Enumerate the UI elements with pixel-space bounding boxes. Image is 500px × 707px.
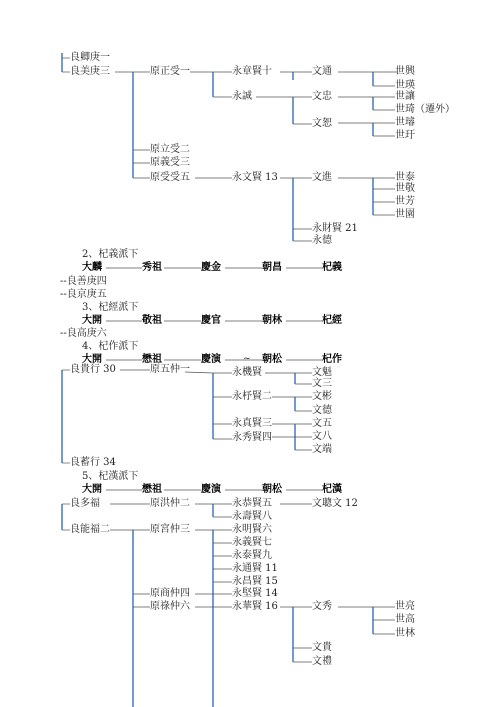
person-name: 文三 [312, 378, 332, 389]
lineage-name: 朝林 [262, 315, 282, 326]
person-name: 永機賢 [232, 367, 262, 378]
lineage-name: 敬祖 [142, 315, 162, 326]
person-name: 世敬 [395, 183, 415, 194]
person-name: 世讓 [395, 91, 415, 102]
person-name: 良多福 [70, 498, 100, 509]
lineage-name: 朝昌 [262, 262, 282, 273]
person-name: 永文賢 13 [232, 172, 278, 183]
lineage-name: 杞作 [322, 354, 342, 365]
lineage-name: 杞經 [322, 315, 342, 326]
person-name: 世琦（遷外） [395, 104, 455, 115]
lineage-name: 杞漢 [322, 484, 342, 495]
person-name: 永財賢 21 [312, 223, 358, 234]
person-name: 原宮仲三 [150, 524, 190, 535]
lineage-name: 大開 [82, 315, 102, 326]
person-name: --良善庚四 [60, 276, 107, 287]
person-name: 文彬 [312, 391, 332, 402]
lineage-name: 慶演 [201, 354, 221, 365]
person-name: 文進 [312, 172, 332, 183]
lineage-name: 大麟 [82, 262, 102, 273]
person-name: 良貴行 30 [70, 364, 116, 375]
person-name: 文聰文 12 [312, 498, 358, 509]
person-name: 世泰 [395, 172, 415, 183]
section-heading: 3、杞經派下 [82, 302, 139, 313]
person-name: 文貴 [312, 642, 332, 653]
person-name: 永壽賢八 [232, 511, 272, 522]
person-name: 永恭賢五 [232, 498, 272, 509]
section-heading: 4、杞作派下 [82, 341, 139, 352]
person-name: 原受受五 [150, 172, 190, 183]
person-name: 原立受二 [150, 144, 190, 155]
lineage-name: 慶演 [201, 484, 221, 495]
person-name: 世林 [395, 628, 415, 639]
person-name: 永真賢三 [232, 418, 272, 429]
person-name: --良高庚六 [60, 328, 107, 339]
person-name: 原洪仲二 [150, 498, 190, 509]
person-name: 世園 [395, 209, 415, 220]
person-name: 原商仲四 [150, 588, 190, 599]
person-name: 永章賢十 [232, 66, 272, 77]
person-name: 世玗 [395, 130, 415, 141]
person-name: 永通賢 11 [232, 563, 278, 574]
person-name: 文秀 [312, 601, 332, 612]
person-name: 永誠 [232, 91, 252, 102]
person-name: 良卿庚一 [70, 52, 110, 63]
lineage-name: 慶金 [201, 262, 221, 273]
lineage-name: 懋祖 [142, 354, 162, 365]
person-name: 永秀賢四 [232, 432, 272, 443]
tilde-mark: ~ [243, 354, 251, 364]
person-name: 永明賢六 [232, 524, 272, 535]
person-name: 世瑛 [395, 80, 415, 91]
person-name: 良蓄行 34 [70, 457, 116, 468]
person-name: 永德 [312, 235, 332, 246]
person-name: 永華賢 16 [232, 601, 278, 612]
person-name: 永昌賢 15 [232, 576, 278, 587]
person-name: --良京庚五 [60, 289, 107, 300]
person-name: 文禮 [312, 656, 332, 667]
person-name: 原祿仲六 [150, 601, 190, 612]
person-name: 文恕 [312, 118, 332, 129]
lineage-name: 朝松 [262, 484, 282, 495]
person-name: 文德 [312, 405, 332, 416]
person-name: 文通 [312, 66, 332, 77]
person-name: 世高 [395, 614, 415, 625]
person-name: 原五仲一 [150, 364, 190, 375]
person-name: 文忠 [312, 91, 332, 102]
lineage-name: 慶官 [201, 315, 221, 326]
lineage-name: 秀祖 [142, 262, 162, 273]
lineage-name: 懋祖 [142, 484, 162, 495]
person-name: 永泰賢九 [232, 550, 272, 561]
lineage-name: 朝松 [262, 354, 282, 365]
person-name: 原正受一 [150, 66, 190, 77]
person-name: 永堅賢 14 [232, 588, 278, 599]
person-name: 原義受三 [150, 157, 190, 168]
person-name: 良能福二 [70, 524, 110, 535]
person-name: 永杼賢二 [232, 391, 272, 402]
person-name: 世亮 [395, 601, 415, 612]
person-name: 文五 [312, 418, 332, 429]
lineage-name: 大開 [82, 484, 102, 495]
lineage-name: 大開 [82, 354, 102, 365]
person-name: 永義賢七 [232, 537, 272, 548]
person-name: 文端 [312, 444, 332, 455]
person-name: 文八 [312, 431, 332, 442]
lineage-name: 杞義 [322, 262, 342, 273]
section-heading: 2、杞義派下 [82, 249, 139, 260]
person-name: 文魁 [312, 367, 332, 378]
person-name: 世芳 [395, 196, 415, 207]
person-name: 世璿 [395, 117, 415, 128]
person-name: 良美庚三 [70, 66, 110, 77]
section-heading: 5、杞漢派下 [82, 471, 139, 482]
person-name: 世興 [395, 66, 415, 77]
